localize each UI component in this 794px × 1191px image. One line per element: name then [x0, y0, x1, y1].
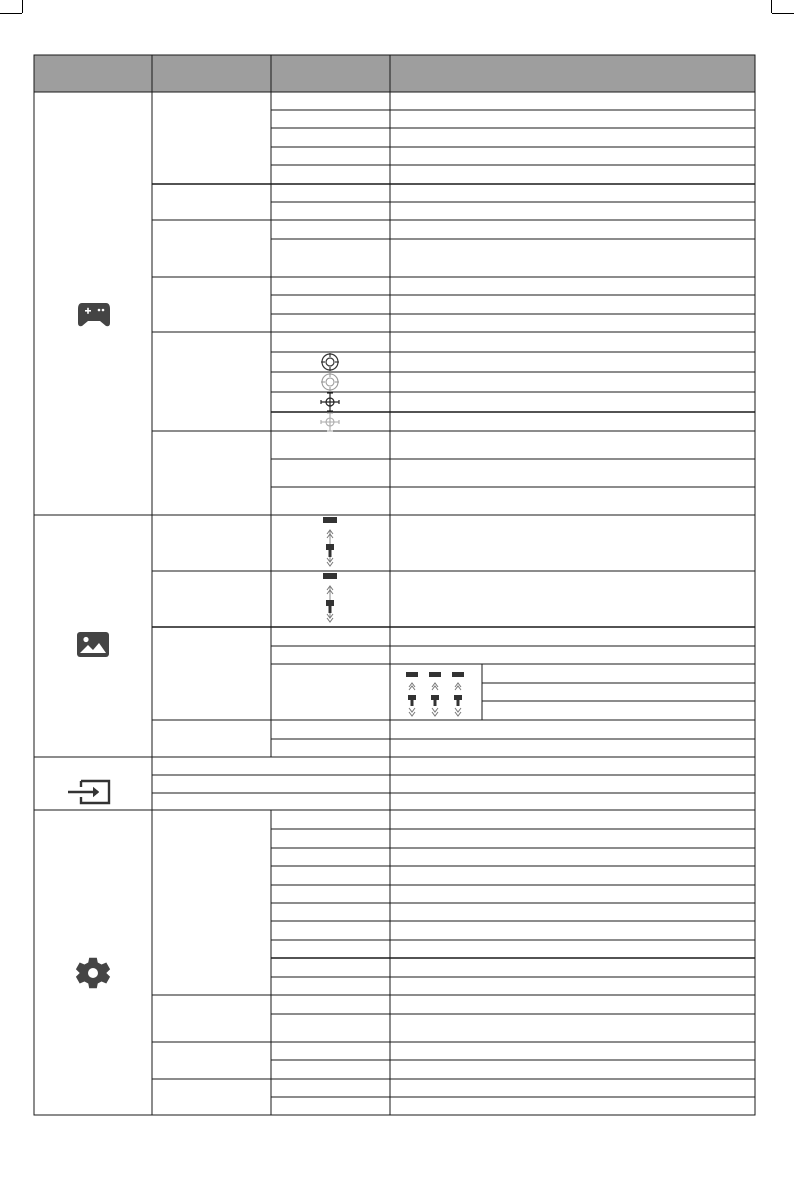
table-header-row [34, 55, 755, 92]
crosshair-circle-light-icon [321, 373, 339, 391]
table-gridlines [34, 55, 755, 1115]
vertical-slider-icon [323, 517, 337, 566]
gamepad-icon [78, 303, 110, 326]
crosshair-cross-dark-icon [321, 393, 339, 411]
input-source-icon [68, 781, 109, 803]
vertical-slider-icon-2 [323, 573, 337, 622]
crosshair-cross-light-icon [321, 413, 339, 431]
crosshair-circle-dark-icon [321, 353, 339, 371]
rgb-sliders-icon [406, 672, 464, 716]
gear-icon [76, 958, 110, 988]
picture-icon [77, 632, 109, 657]
